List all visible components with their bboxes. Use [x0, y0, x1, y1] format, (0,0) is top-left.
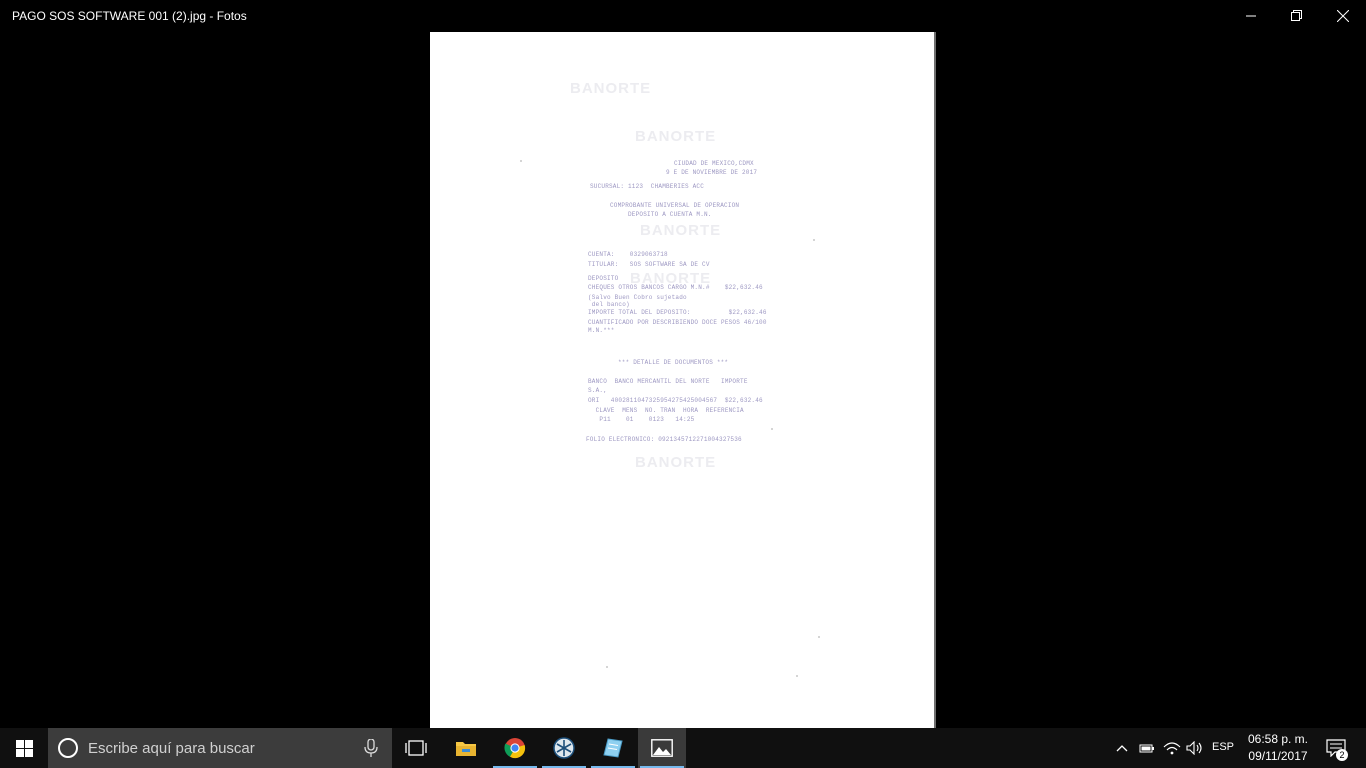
folder-icon: [455, 739, 477, 757]
taskbar: [0, 728, 1366, 768]
volume-button[interactable]: [1184, 728, 1206, 768]
receipt-line: 9 E DE NOVIEMBRE DE 2017: [666, 169, 758, 176]
scan-speck: [520, 160, 522, 162]
minimize-icon: [1246, 11, 1256, 21]
receipt-line: CIUDAD DE MEXICO,CDMX: [674, 160, 754, 167]
receipt-line: del banco): [588, 301, 630, 308]
language-indicator[interactable]: ESP: [1212, 741, 1235, 753]
search-input[interactable]: Escribe aquí para buscar: [88, 740, 255, 757]
receipt-line: (Salvo Buen Cobro sujetado: [588, 294, 687, 301]
watermark: BANORTE: [630, 270, 712, 287]
receipt-line: IMPORTE TOTAL DEL DEPOSITO: $22,632.46: [588, 309, 767, 316]
minimize-button[interactable]: [1228, 0, 1274, 32]
receipt-line: P11 01 0123 14:25: [588, 416, 695, 423]
window-title: PAGO SOS SOFTWARE 001 (2).jpg - Fotos: [12, 9, 247, 23]
photo-image[interactable]: [430, 32, 934, 728]
scan-speck: [606, 666, 608, 668]
network-button[interactable]: [1162, 728, 1182, 768]
scan-speck: [818, 636, 820, 638]
receipt-line: BANCO BANCO MERCANTIL DEL NORTE IMPORTE: [588, 378, 748, 385]
receipt-line: S.A.,: [588, 387, 608, 394]
scan-speck: [813, 239, 815, 241]
file-explorer-button[interactable]: [442, 728, 490, 768]
snowflake-icon: [553, 737, 575, 759]
photos-app-button[interactable]: [638, 728, 686, 768]
photos-icon: [651, 739, 673, 757]
chevron-up-icon: [1116, 744, 1128, 752]
receipt-line: FOLIO ELECTRONICO: 0921345712271004327536: [586, 436, 742, 443]
receipt-line: DEPOSITO A CUENTA M.N.: [628, 211, 712, 218]
receipt-line: CHEQUES OTROS BANCOS CARGO M.N.# $22,632.46: [588, 284, 763, 291]
receipt-line: SUCURSAL: 1123 CHAMBERIES ACC: [590, 183, 705, 190]
watermark: BANORTE: [640, 222, 722, 239]
action-center-button[interactable]: [1318, 728, 1366, 768]
notes-icon: [602, 737, 624, 759]
receipt-line: ORI 4002811047325954275425004567 $22,632.46: [588, 397, 763, 404]
microphone-icon[interactable]: [364, 739, 378, 757]
battery-icon: [1139, 742, 1155, 754]
chrome-icon: [504, 737, 526, 759]
notes-app-button[interactable]: [589, 728, 637, 768]
photo-viewer[interactable]: [0, 32, 1366, 728]
receipt-line: COMPROBANTE UNIVERSAL DE OPERACION: [610, 202, 740, 209]
receipt-line: M.N.***: [588, 327, 615, 334]
close-icon: [1337, 10, 1349, 22]
wifi-icon: [1163, 741, 1181, 755]
receipt-line: TITULAR: SOS SOFTWARE SA DE CV: [588, 261, 710, 268]
watermark: BANORTE: [635, 454, 717, 471]
notification-count-badge: 2: [1336, 749, 1348, 761]
scan-speck: [796, 675, 798, 677]
watermark: BANORTE: [635, 128, 717, 145]
task-view-button[interactable]: [392, 728, 440, 768]
cortana-icon: [58, 738, 78, 758]
restore-button[interactable]: [1274, 0, 1320, 32]
speaker-icon: [1186, 741, 1204, 755]
chrome-button[interactable]: [491, 728, 539, 768]
clock[interactable]: [1240, 731, 1316, 765]
task-view-icon: [405, 740, 427, 756]
restore-icon: [1291, 10, 1303, 22]
receipt-line: CUANTIFICADO POR DESCRIBIENDO DOCE PESOS 46/100: [588, 319, 767, 326]
battery-button[interactable]: [1138, 728, 1156, 768]
receipt-line: CLAVE MENS NO. TRAN HORA REFERENCIA: [588, 407, 744, 414]
receipt-scan: [430, 32, 934, 728]
show-hidden-icons-button[interactable]: [1114, 728, 1130, 768]
receipt-line: *** DETALLE DE DOCUMENTOS ***: [618, 359, 729, 366]
close-button[interactable]: [1320, 0, 1366, 32]
scan-speck: [771, 428, 773, 430]
windows-logo-icon: [16, 740, 33, 757]
receipt-line: DEPOSITO: [588, 275, 619, 282]
photo-edge: [934, 32, 936, 728]
receipt-line: CUENTA: 0329063718: [588, 251, 668, 258]
start-button[interactable]: [0, 728, 48, 768]
title-bar: [0, 0, 1366, 32]
search-box[interactable]: [48, 728, 392, 768]
snowflake-app-button[interactable]: [540, 728, 588, 768]
clock-time: 06:58 p. m.: [1247, 732, 1309, 746]
watermark: BANORTE: [570, 80, 652, 97]
clock-date: 09/11/2017: [1248, 749, 1308, 763]
